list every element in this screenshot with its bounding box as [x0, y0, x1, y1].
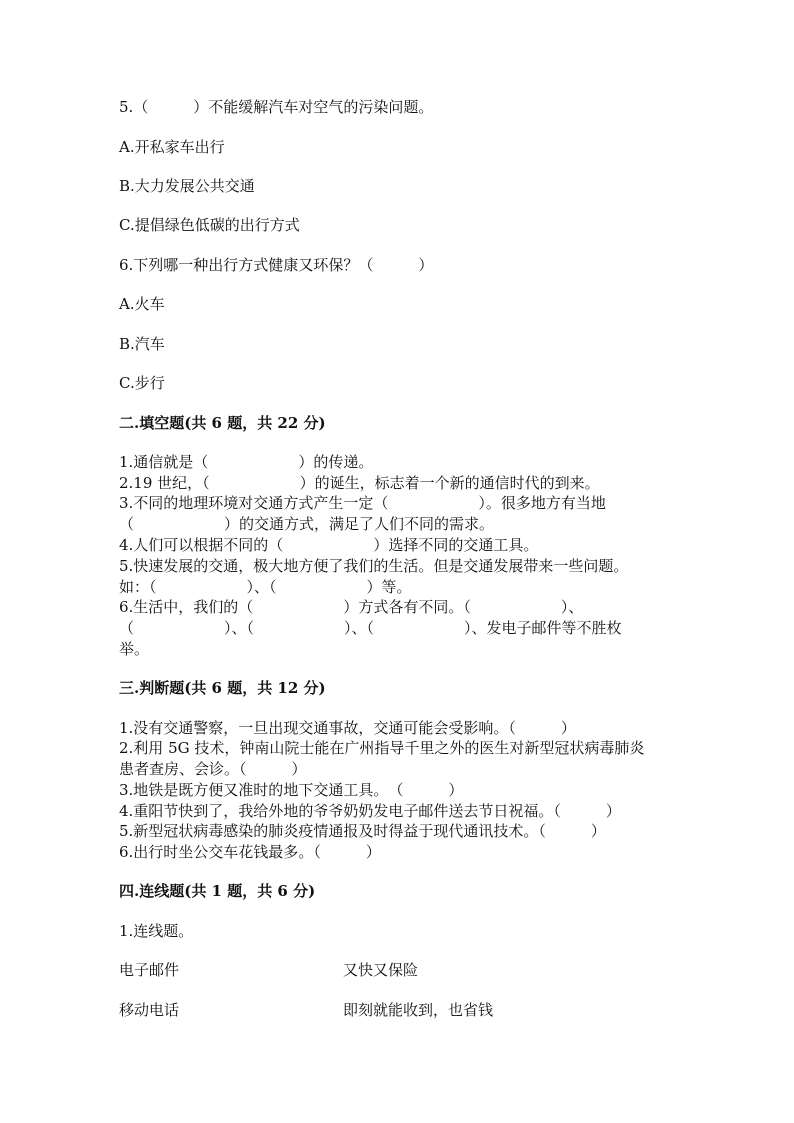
question-5-option-c: C.提倡绿色低碳的出行方式	[119, 216, 300, 234]
question-6-option-a: A.火车	[119, 295, 165, 313]
judge-section-title: 三.判断题(共 6 题，共 12 分)	[119, 679, 326, 697]
fill-line: 如：（ ）、（ ）等。	[119, 578, 412, 596]
fill-section-title: 二.填空题(共 6 题，共 22 分)	[119, 414, 326, 432]
question-5-option-a: A.开私家车出行	[119, 138, 225, 156]
fill-line: 5.快速发展的交通，极大地方便了我们的生活。但是交通发展带来一些问题。	[119, 557, 629, 575]
question-5-stem: 5.（ ）不能缓解汽车对空气的污染问题。	[119, 98, 434, 116]
judge-line: 患者查房、会诊。（ ）	[119, 760, 307, 778]
judge-line: 2.利用 5G 技术，钟南山院士能在广州指导千里之外的医生对新型冠状病毒肺炎	[119, 739, 645, 757]
question-6-stem: 6.下列哪一种出行方式健康又环保？（ ）	[119, 256, 434, 274]
match-left-item: 移动电话	[119, 1001, 180, 1019]
judge-line: 5.新型冠状病毒感染的肺炎疫情通报及时得益于现代通讯技术。（ ）	[119, 822, 606, 840]
fill-line: 4.人们可以根据不同的（ ）选择不同的交通工具。	[119, 536, 539, 554]
judge-line: 4.重阳节快到了，我给外地的爷爷奶奶发电子邮件送去节日祝福。（ ）	[119, 802, 621, 820]
match-stem: 1.连线题。	[119, 922, 194, 940]
question-6-option-b: B.汽车	[119, 335, 165, 353]
question-5-option-b: B.大力发展公共交通	[119, 177, 255, 195]
judge-line: 6.出行时坐公交车花钱最多。（ ）	[119, 843, 381, 861]
judge-line: 1.没有交通警察，一旦出现交通事故，交通可能会受影响。（ ）	[119, 719, 576, 737]
match-left-item: 电子邮件	[119, 961, 180, 979]
fill-line: （ ）、（ ）、（ ）、发电子邮件等不胜枚	[119, 619, 622, 637]
match-section-title: 四.连线题(共 1 题，共 6 分)	[119, 882, 316, 900]
fill-line: 2.19 世纪，（ ）的诞生，标志着一个新的通信时代的到来。	[119, 474, 600, 492]
fill-line: 3.不同的地理环境对交通方式产生一定（ ）。很多地方有当地	[119, 494, 606, 512]
fill-line: （ ）的交通方式，满足了人们不同的需求。	[119, 515, 495, 533]
fill-line: 6.生活中，我们的（ ）方式各有不同。（ ）、	[119, 598, 584, 616]
fill-line: 1.通信就是（ ）的传递。	[119, 453, 374, 471]
judge-line: 3.地铁是既方便又准时的地下交通工具。 （ ）	[119, 781, 464, 799]
match-right-item: 又快又保险	[343, 961, 419, 979]
match-right-item: 即刻就能收到，也省钱	[343, 1001, 494, 1019]
fill-line: 举。	[119, 640, 150, 658]
question-6-option-c: C.步行	[119, 374, 165, 392]
